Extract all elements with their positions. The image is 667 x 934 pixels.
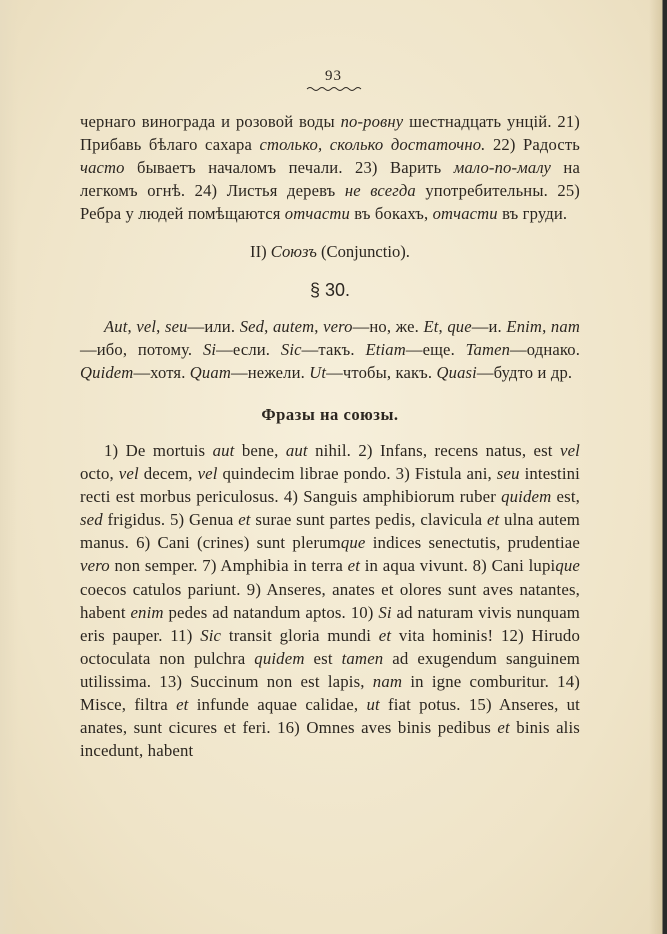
italic-run: vero — [80, 556, 110, 576]
text-run: въ бокахъ, — [350, 204, 433, 223]
text-run: octo, — [80, 464, 119, 484]
text-run: coecos catulos pariunt. 9) Anseres, anates et olores sunt aves natantes, habent — [80, 579, 580, 622]
text-run: —если. — [216, 340, 281, 359]
italic-run: мало-по-малу — [453, 158, 552, 177]
text-run: —хотя. — [133, 363, 190, 382]
subheading-numeral: II) — [250, 242, 271, 261]
latin-word: vero — [323, 317, 353, 336]
italic-run: seu — [496, 464, 520, 484]
text-run: , — [156, 317, 166, 336]
paragraph-conjunction-list — [80, 315, 580, 384]
subheading-title: Союзъ — [270, 242, 317, 261]
latin-word: Tamen — [465, 340, 511, 359]
latin-word: Ut — [309, 363, 327, 382]
italic-run: quidem — [501, 487, 552, 507]
text-run: , — [314, 317, 324, 336]
text-run: —чтобы, какъ. — [326, 363, 437, 382]
text-run: fiat potus. 15) Anseres, ut anates, sunt cicures et feri. 16) Omnes aves binis pedibus — [80, 695, 580, 738]
italic-run: et — [486, 510, 500, 530]
text-run: въ груди. — [497, 204, 568, 223]
text-run: употребительны. 25) Ребра у людей помѣщаются — [80, 181, 580, 223]
latin-word: autem — [272, 317, 315, 336]
italic-run: ut — [366, 695, 380, 715]
italic-run: Si — [378, 602, 392, 622]
italic-run: nam — [372, 671, 403, 691]
text-run: , — [438, 317, 448, 336]
text-run: шестнадцать унцій. 21) Прибавь бѣлаго сахара — [80, 112, 580, 154]
italic-run: et — [238, 510, 251, 530]
text-run: —и. — [471, 317, 507, 336]
italic-run: que — [555, 556, 580, 576]
latin-word: Et — [423, 317, 439, 336]
text-run: ulna autem manus. 6) Cani (crines) sunt plerum — [80, 510, 580, 553]
italic-run: vel — [118, 464, 139, 484]
italic-run: vel — [559, 441, 580, 460]
italic-run: et — [176, 695, 189, 715]
italic-run: по-ровну — [340, 112, 404, 131]
italic-run: et — [497, 718, 510, 738]
text-run: 1) De mortuis — [104, 441, 213, 460]
text-run: —такъ. — [301, 340, 366, 359]
italic-run: часто — [80, 158, 125, 177]
text-run: —или. — [187, 317, 240, 336]
text-run: surae sunt partes pedis, clavicula — [250, 510, 487, 530]
latin-word: seu — [165, 317, 188, 336]
latin-word: Quam — [189, 363, 231, 382]
text-run: , — [542, 317, 551, 336]
text-run: vita hominis! 12) Hirudo octoculata non pulchra — [80, 625, 581, 668]
page-right-edge — [649, 0, 667, 934]
text-run: —будто и др. — [476, 363, 573, 382]
page-left-shadow — [0, 0, 18, 934]
text-run: —однако. — [510, 340, 581, 359]
text-run: infunde aquae calidae, — [188, 695, 367, 715]
italic-run: не всегда — [344, 181, 416, 200]
text-run: nihil. 2) Infans, recens natus, est — [307, 441, 560, 460]
text-run: in igne comburitur. 14) Misce, filtra — [80, 671, 580, 715]
text-run: est — [304, 648, 342, 668]
text-run: —нежели. — [230, 363, 310, 382]
latin-word: Sic — [280, 340, 302, 359]
text-run: frigidus. 5) Genua — [102, 510, 239, 530]
latin-exercises — [80, 439, 580, 762]
latin-word: Etiam — [365, 340, 406, 359]
text-run: bene, — [234, 441, 286, 460]
latin-word: Quasi — [436, 363, 477, 382]
section-number: § 30. — [309, 280, 351, 300]
page-number — [0, 68, 667, 92]
paragraph-intro — [80, 110, 580, 225]
latin-word: Aut — [104, 317, 128, 336]
latin-word: Quidem — [80, 363, 134, 382]
italic-run: столько, сколько достаточно. — [259, 135, 486, 154]
text-run: —ибо, потому. — [80, 340, 203, 359]
text-run: indices senectutis, prudentiae — [365, 533, 580, 553]
text-run: binis alis incedunt, habent — [80, 718, 580, 761]
latin-word: que — [447, 317, 472, 336]
italic-run: Sic — [200, 625, 222, 645]
italic-run: sed — [80, 510, 103, 530]
latin-word: vel — [136, 317, 157, 336]
italic-run: et — [347, 556, 361, 576]
phrases-heading: Фразы на союзы. — [261, 405, 399, 424]
text-run: —еще. — [405, 340, 466, 359]
latin-word: Enim — [506, 317, 543, 336]
text-run: transit gloria mundi — [221, 625, 379, 645]
italic-run: отчасти — [432, 204, 498, 223]
paragraph-latin-phrases — [80, 439, 580, 762]
text-run: quindecim librae pondo. 3) Fistula ani, — [217, 464, 497, 484]
italic-run: quidem — [254, 648, 305, 668]
latin-word: Si — [202, 340, 217, 359]
text-run: ad exugendum sanguinem utilissima. 13) Succinum non est lapis, — [80, 648, 581, 691]
page-content — [80, 110, 580, 762]
italic-run: vel — [197, 464, 218, 484]
italic-run: et — [378, 625, 392, 645]
text-run: ad naturam vivis nunquam eris pauper. 11) — [80, 602, 580, 645]
page-number-ornament — [306, 86, 362, 92]
text-run: non semper. 7) Amphibia in terra — [109, 556, 348, 576]
text-run: на легкомъ огнѣ. 24) Листья деревъ — [80, 158, 580, 200]
italic-run: tamen — [341, 648, 384, 668]
italic-run: enim — [130, 602, 164, 622]
italic-run: aut — [212, 441, 235, 460]
text-run: decem, — [138, 464, 198, 484]
text-run: , — [127, 317, 137, 336]
text-run: чернаго винограда и розовой воды — [80, 112, 341, 131]
text-run: pedes ad natandum aptos. 10) — [163, 602, 379, 622]
italic-run: отчасти — [284, 204, 350, 223]
latin-word: Sed — [239, 317, 265, 336]
text-run: бываетъ началомъ печали. 23) Варить — [124, 158, 454, 177]
subheading-latin: (Conjunctio). — [316, 242, 410, 261]
italic-run: que — [340, 533, 366, 553]
text-run: intestini recti est morbus periculosus. 4) Sanguis amphibiorum ruber — [80, 464, 580, 507]
page-number-text: 93 — [325, 68, 342, 84]
text-run: est, — [551, 487, 580, 507]
text-run: 22) Радость — [485, 135, 580, 154]
text-run: —но, же. — [352, 317, 424, 336]
italic-run: aut — [285, 441, 308, 460]
text-run: in aqua vivunt. 8) Cani lupi — [360, 556, 556, 576]
latin-word: nam — [550, 317, 580, 336]
subheading-conjunction — [80, 242, 580, 262]
text-run: , — [264, 317, 273, 336]
